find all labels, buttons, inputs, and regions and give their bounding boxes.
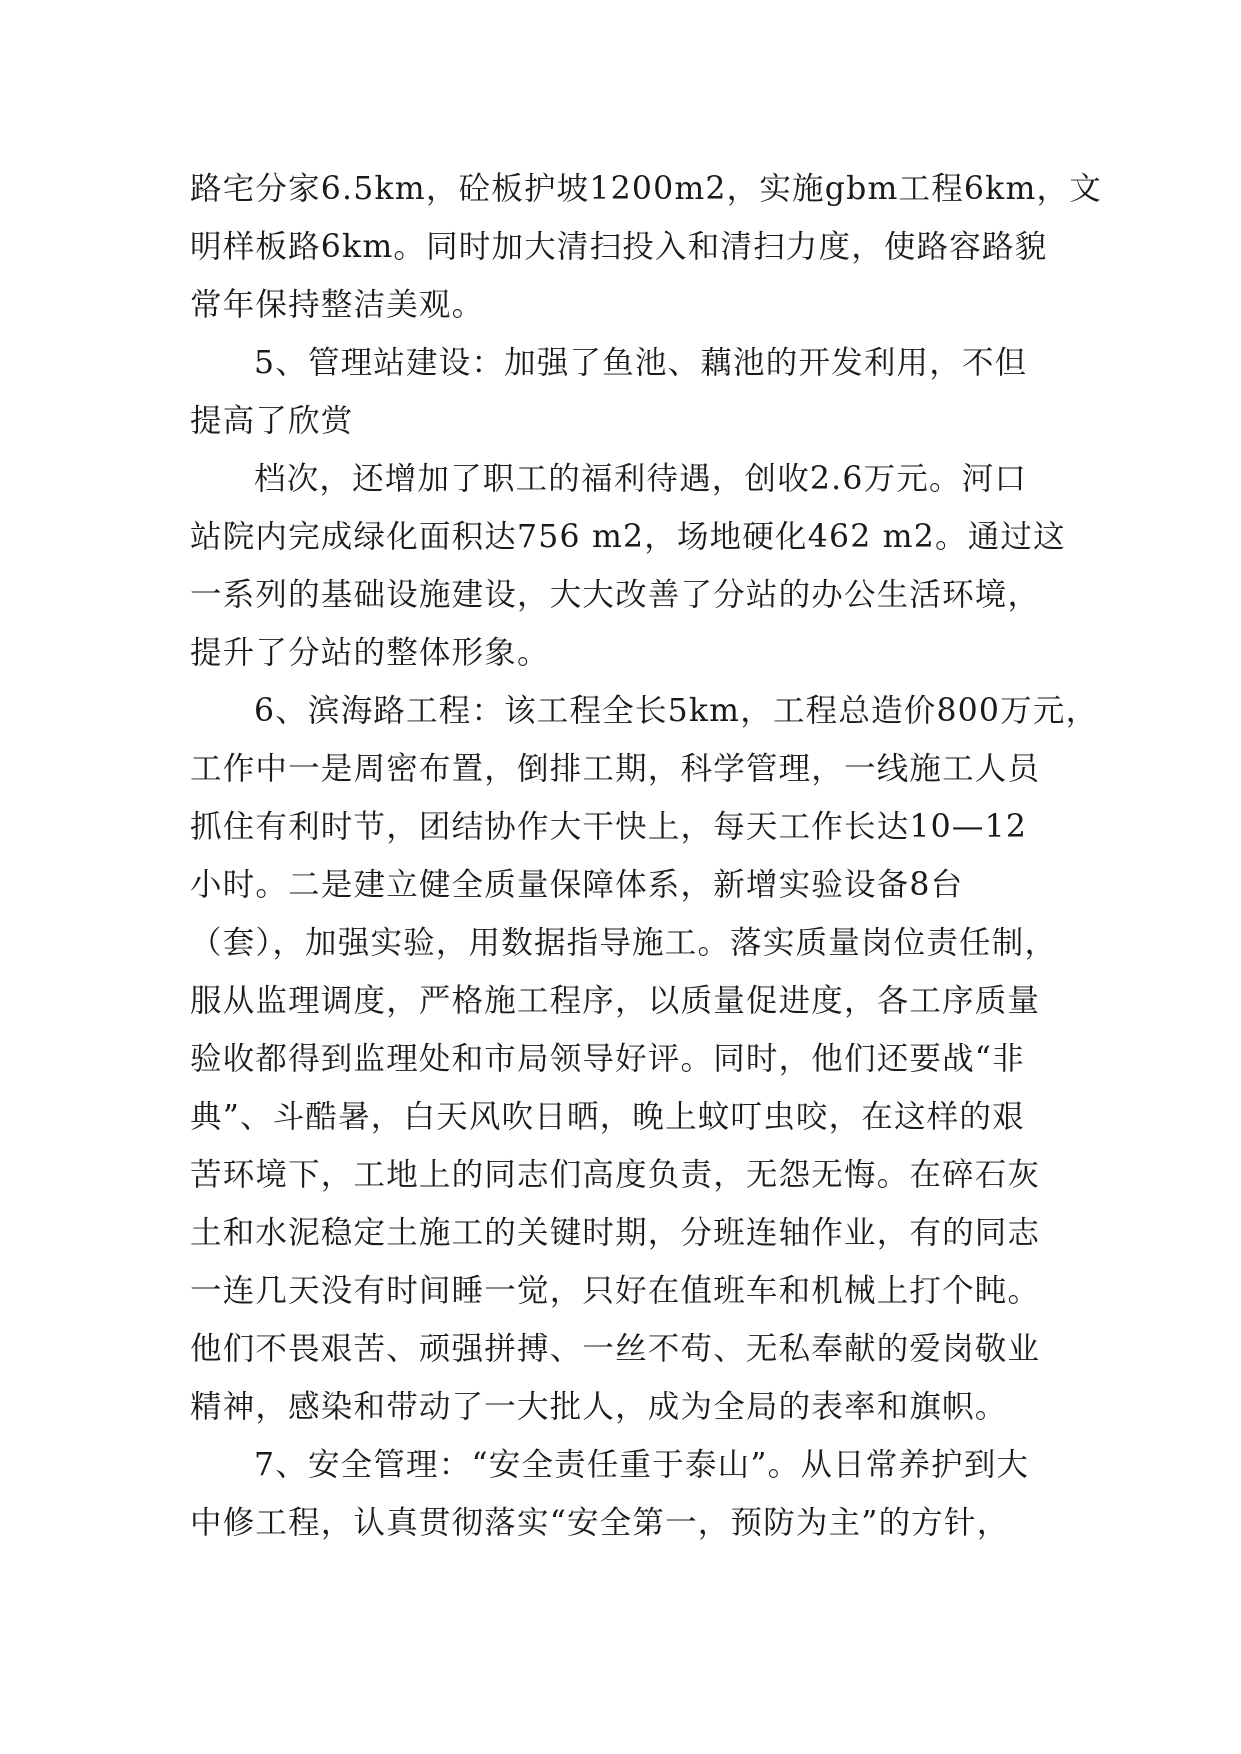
text-line: 典”、斗酷暑，白天风吹日晒，晚上蚊叮虫咬，在这样的艰 [190,1099,1025,1135]
paragraph-start-line: 6、滨海路工程：该工程全长5km，工程总造价800万元， [254,693,1099,729]
text-line: 一系列的基础设施建设，大大改善了分站的办公生活环境， [190,577,1041,613]
text-line: （套），加强实验，用数据指导施工。落实质量岗位责任制， [190,925,1058,961]
text-line: 提升了分站的整体形象。 [190,635,550,671]
text-line: 明样板路6km。同时加大清扫投入和清扫力度，使路容路貌 [190,229,1048,265]
document-page [190,160,1102,1552]
text-line: 一连几天没有时间睡一觉，只好在值班车和机械上打个盹。 [190,1273,1041,1309]
text-line: 苦环境下，工地上的同志们高度负责，无怨无悔。在碎石灰 [190,1157,1041,1193]
text-line: 提高了欣赏 [190,403,354,439]
text-line: 常年保持整洁美观。 [190,287,485,323]
text-line: 站院内完成绿化面积达756 m2，场地硬化462 m2。通过这 [190,519,1066,555]
text-line: 抓住有利时节，团结协作大干快上，每天工作长达10—12 [190,809,1028,845]
text-line: 路宅分家6.5km，砼板护坡1200m2，实施gbm工程6km，文 [190,171,1102,207]
text-line: 精神，感染和带动了一大批人，成为全局的表率和旗帜。 [190,1389,1008,1425]
text-line: 他们不畏艰苦、顽强拼搏、一丝不苟、无私奉献的爱岗敬业 [190,1331,1041,1367]
paragraph-start-line: 档次，还增加了职工的福利待遇，创收2.6万元。河口 [254,461,1028,497]
text-line: 验收都得到监理处和市局领导好评。同时，他们还要战“非 [190,1041,1025,1077]
text-line: 土和水泥稳定土施工的关键时期，分班连轴作业，有的同志 [190,1215,1041,1251]
text-line: 服从监理调度，严格施工程序，以质量促进度，各工序质量 [190,983,1041,1019]
text-line: 工作中一是周密布置，倒排工期，科学管理，一线施工人员 [190,751,1041,787]
text-line: 小时。二是建立健全质量保障体系，新增实验设备8台 [190,867,964,903]
text-line: 中修工程，认真贯彻落实“安全第一，预防为主”的方针， [190,1505,1010,1541]
paragraph-start-line: 5、管理站建设：加强了鱼池、藕池的开发利用，不但 [254,345,1028,381]
paragraph-start-line: 7、安全管理：“安全责任重于泰山”。从日常养护到大 [254,1447,1030,1483]
